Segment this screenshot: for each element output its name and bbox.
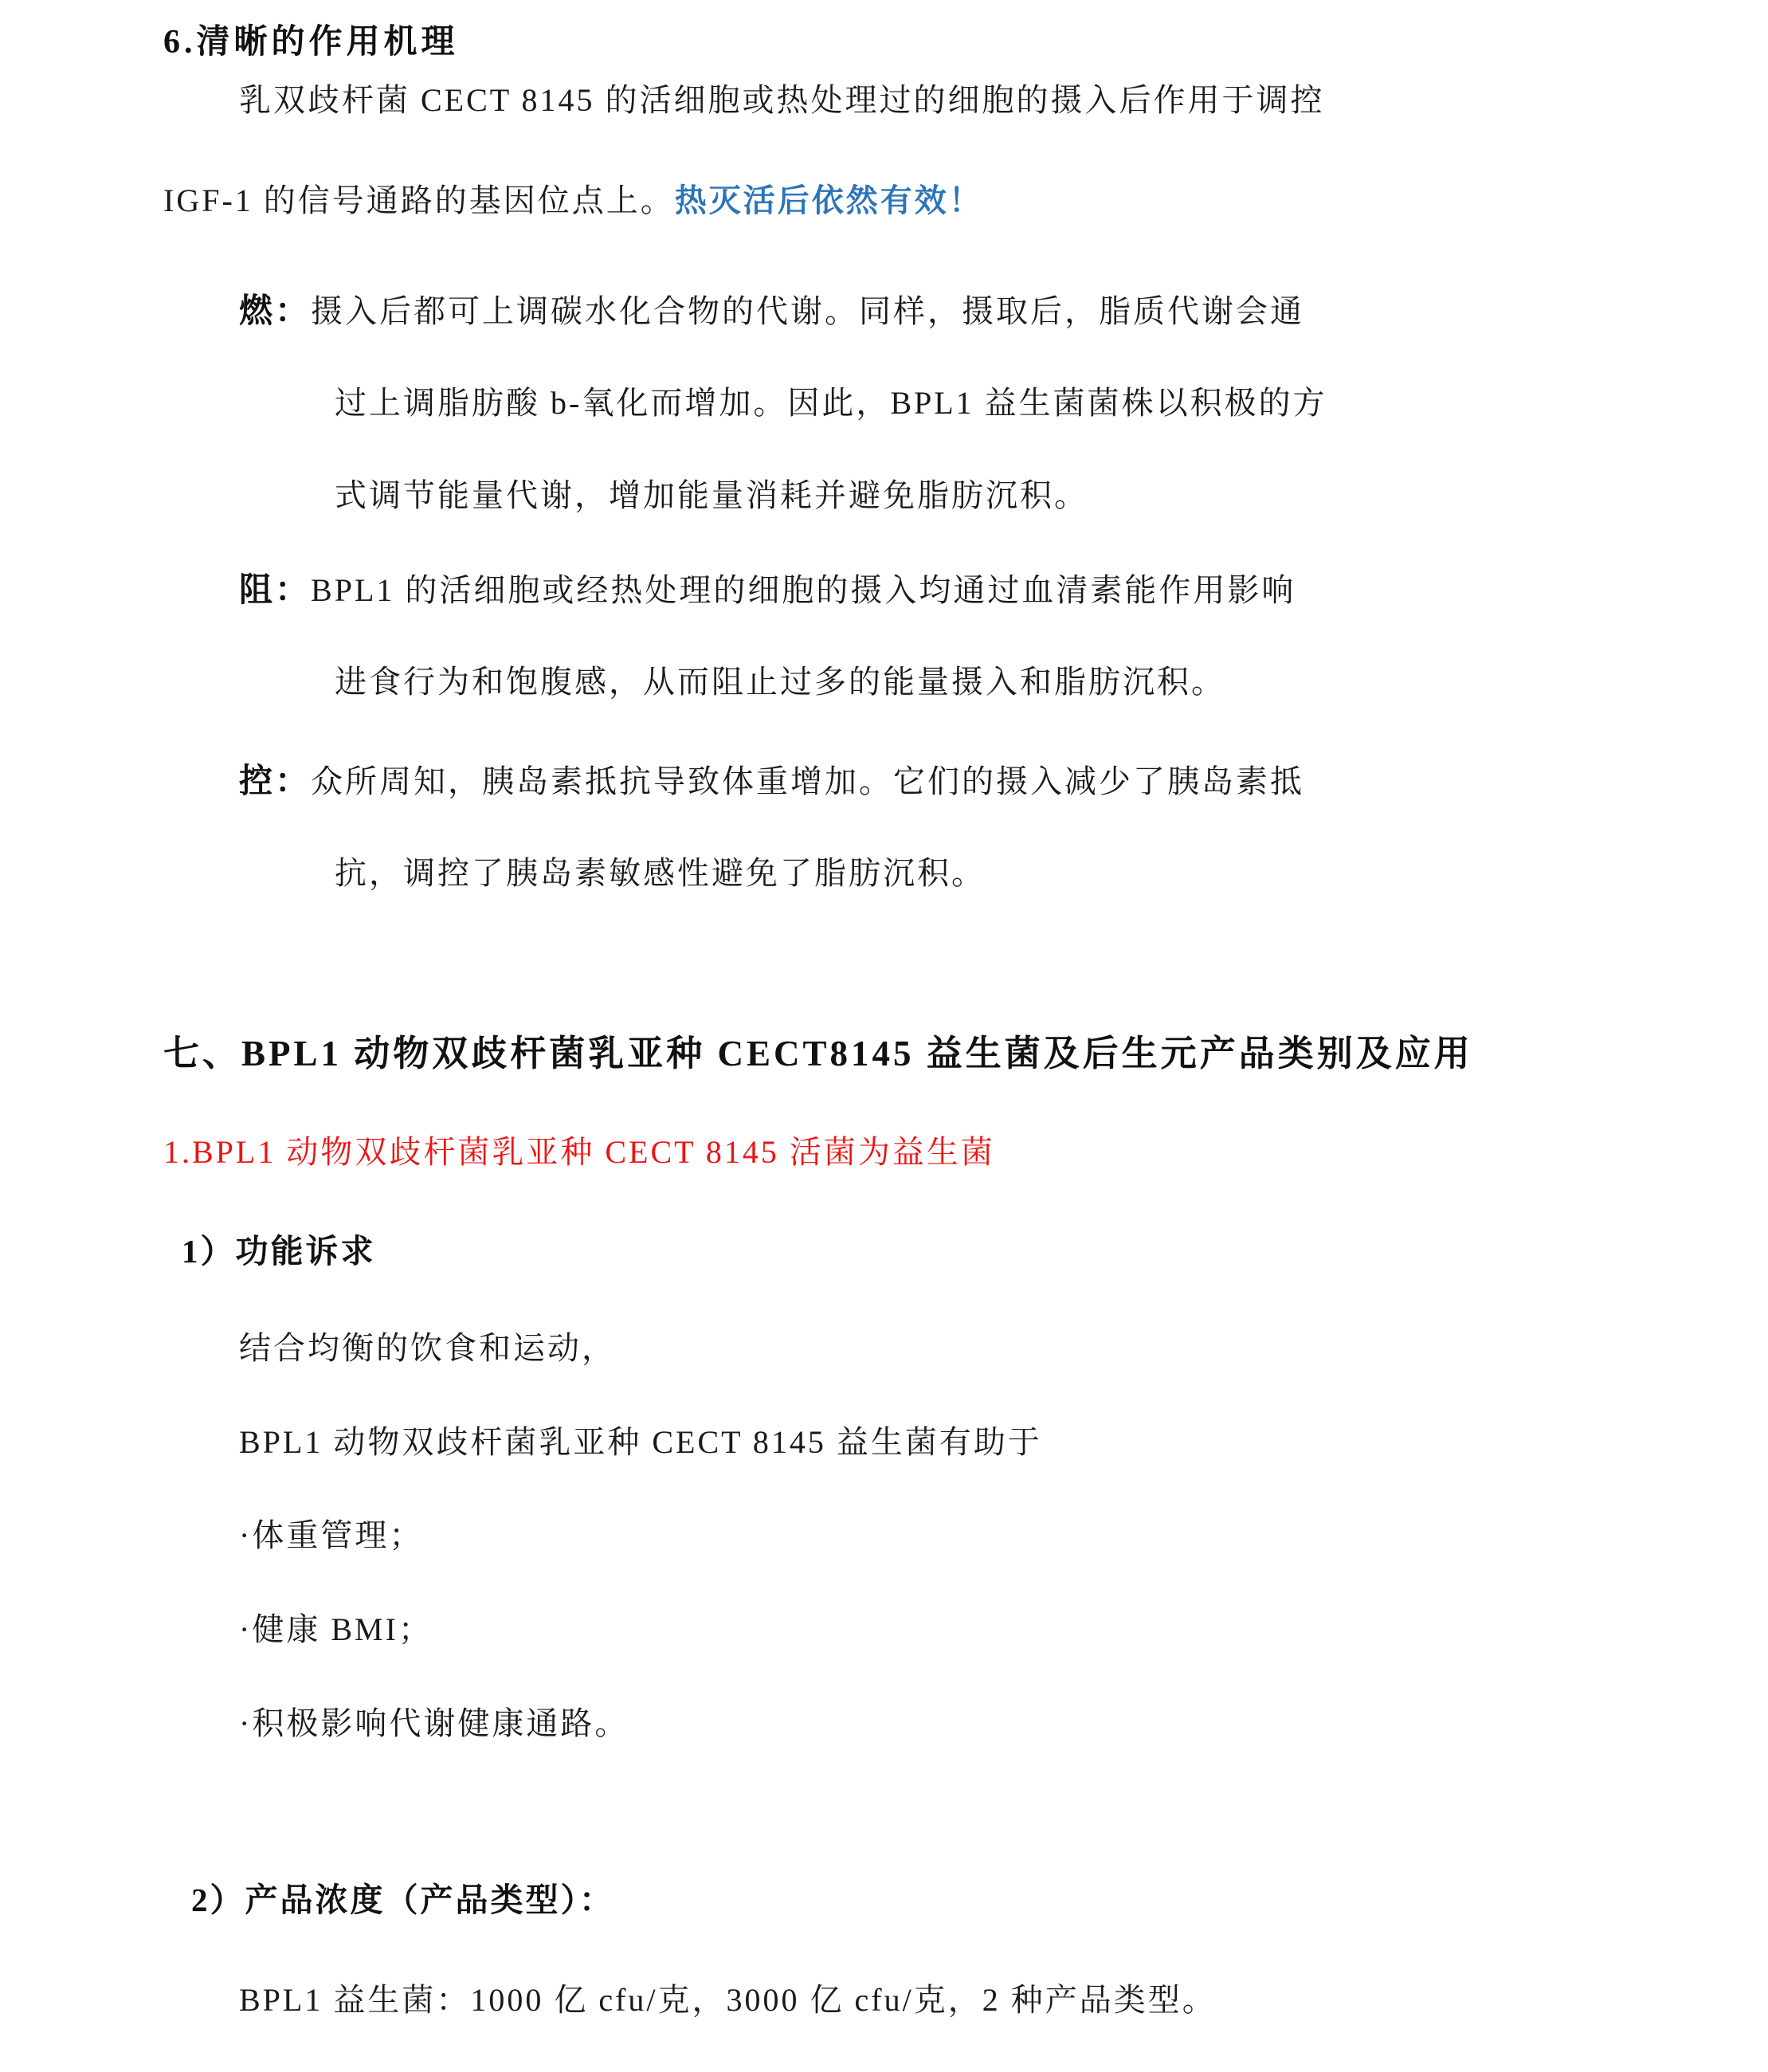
heat-inactivation-highlight: 热灭活后依然有效！ <box>674 182 983 218</box>
product-concentration-line: BPL1 益生菌：1000 亿 cfu/克，3000 亿 cfu/克，2 种产品类型。 <box>239 1982 1217 2018</box>
mechanism-burn-label: 燃： <box>239 293 312 330</box>
function-claims-line-1: 结合均衡的饮食和运动， <box>239 1330 616 1366</box>
bullet-weight-management: ·体重管理； <box>239 1517 424 1553</box>
mechanism-burn-line-2: 过上调脂肪酸 b-氧化而增加。因此，BPL1 益生菌菌株以积极的方 <box>335 385 1327 421</box>
paragraph-line-1: 乳双歧杆菌 CECT 8145 的活细胞或热处理过的细胞的摄入后作用于调控 <box>239 82 1325 118</box>
product-concentration-heading: 2）产品浓度（产品类型）： <box>191 1882 614 1918</box>
section7-sub1-red: 1.BPL1 动物双歧杆菌乳亚种 CECT 8145 活菌为益生菌 <box>163 1134 995 1170</box>
mechanism-burn-text-1: 摄入后都可上调碳水化合物的代谢。同样，摄取后，脂质代谢会通 <box>311 293 1305 329</box>
mechanism-burn-line-1 <box>239 292 1304 332</box>
mechanism-control-text-1: 众所周知，胰岛素抵抗导致体重增加。它们的摄入减少了胰岛素抵 <box>311 763 1305 799</box>
mechanism-block-label: 阻： <box>239 572 312 609</box>
function-claims-heading: 1）功能诉求 <box>182 1233 376 1269</box>
mechanism-control-line-1 <box>239 762 1304 802</box>
mechanism-burn-line-3: 式调节能量代谢，增加能量消耗并避免脂肪沉积。 <box>335 477 1088 513</box>
section6-title: 6.清晰的作用机理 <box>163 24 459 61</box>
mechanism-control-label: 控： <box>239 763 312 800</box>
section7-title: 七、BPL1 动物双歧杆菌乳亚种 CECT8145 益生菌及后生元产品类别及应用 <box>163 1034 1473 1073</box>
function-claims-line-2: BPL1 动物双歧杆菌乳亚种 CECT 8145 益生菌有助于 <box>239 1424 1042 1460</box>
mechanism-control-line-2: 抗，调控了胰岛素敏感性避免了脂肪沉积。 <box>335 855 986 891</box>
mechanism-block-text-1: BPL1 的活细胞或经热处理的细胞的摄入均通过血清素能作用影响 <box>311 572 1296 608</box>
mechanism-block-line-1 <box>239 571 1296 610</box>
mechanism-block-line-2: 进食行为和饱腹感，从而阻止过多的能量摄入和脂肪沉积。 <box>335 664 1225 700</box>
bullet-healthy-bmi: ·健康 BMI； <box>239 1611 433 1647</box>
paragraph-line-2-black: IGF-1 的信号通路的基因位点上。 <box>163 182 675 218</box>
bullet-metabolic-health: ·积极影响代谢健康通路。 <box>239 1705 629 1741</box>
paragraph-line-2 <box>163 182 983 220</box>
